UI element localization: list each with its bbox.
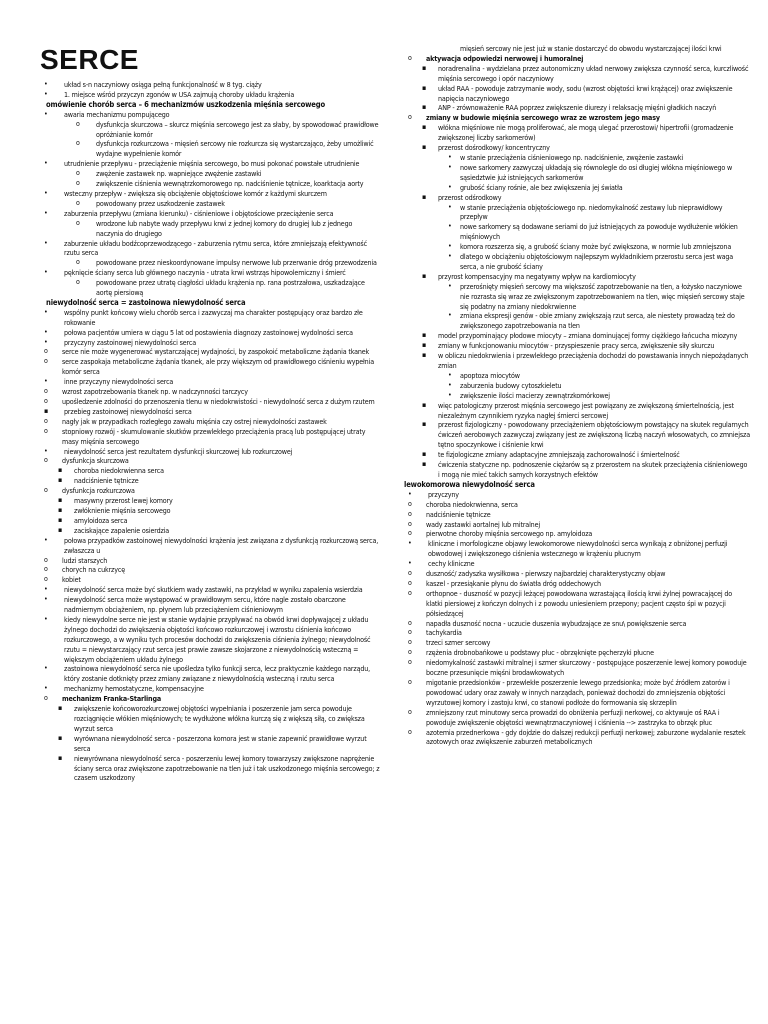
list-item	[404, 569, 750, 579]
bullet-marker: o	[408, 678, 412, 686]
bullet-marker: •	[44, 446, 48, 455]
list-item-text: zwiększenie ciśnienia wewnątrzkomorowego np. nadciśnienie tętnicze, koarktacja aorty	[96, 179, 364, 189]
bullet-marker: •	[44, 89, 48, 98]
bullet-marker: •	[44, 337, 48, 346]
list-item	[404, 351, 750, 371]
list-item	[404, 510, 750, 520]
bullet-marker: o	[76, 218, 80, 227]
list-item	[40, 397, 380, 407]
bullet-marker: •	[448, 281, 452, 290]
section-heading	[404, 480, 750, 490]
list-item-text: niewydolność serca może być skutkiem wady zastawki, na przykład w wyniku zapalenia wsierdzia	[64, 585, 363, 595]
list-item	[40, 120, 380, 140]
bullet-marker: •	[448, 311, 452, 320]
bullet-marker: ▪	[422, 341, 427, 350]
bullet-marker: ▪	[58, 476, 63, 485]
list-item-text: zaburzenia przepływu (zmiana kierunku) - ciśnieniowe i objętościowe przeciążenie serca	[64, 208, 334, 218]
list-item-text: chorych na cukrzycę	[62, 565, 126, 575]
list-item-text: niedomykalność zastawki mitralnej i szmer skurczowy - postępujące poszerzenie lewej komory powoduje boczne przesunięcie mięśni brodawkowatych	[426, 658, 747, 678]
list-item	[40, 179, 380, 189]
bullet-marker: o	[44, 416, 48, 425]
list-item-text: nadciśnienie tętnicze	[426, 509, 491, 519]
list-item	[40, 754, 380, 784]
list-item-text: przerost fizjologiczny - powodowany przeciążeniem objętościowym powstający na skutek regularnych ćwiczeń aerobowych zazwyczaj związany jest ze zwiększoną liczbą naczyń włosowatych, co zmniejsza tętno spoczynkowe i ciśnienie krwi	[438, 420, 750, 450]
list-item-text: niewydolność serca = zastoinowa niewydolność serca	[46, 297, 246, 307]
list-item-text: omówienie chorób serca – 6 mechanizmów uszkodzenia mięśnia sercowego	[46, 99, 326, 109]
list-item	[40, 169, 380, 179]
bullet-marker: ▪	[422, 123, 427, 132]
bullet-marker: o	[408, 588, 412, 597]
list-item	[40, 258, 380, 268]
list-item	[40, 506, 380, 516]
bullet-marker: •	[44, 535, 48, 544]
list-item	[40, 387, 380, 397]
list-item	[404, 153, 750, 163]
list-item	[404, 203, 750, 223]
list-item	[404, 708, 750, 728]
bullet-marker: o	[44, 575, 48, 584]
list-item-text: kliniczne i morfologiczne objawy lewokomorowe niewydolności serca wynikają z obniżonej perfuzji obwodowej i zwiększonego ciśnienia wstecznego w krążeniu płucnym	[428, 539, 728, 559]
list-item	[40, 278, 380, 298]
list-item-text: zmiany w funkcjonowaniu miocytów - przyspieszenie pracy serca, zwiększenie siły skurczu	[438, 341, 715, 351]
bullet-marker: o	[76, 119, 80, 128]
list-item-text: aktywacja odpowiedzi nerwowej i humoralnej	[426, 53, 584, 63]
bullet-marker: o	[76, 169, 80, 178]
list-item	[40, 456, 380, 466]
list-item-text: połowa pacjentów umiera w ciągu 5 lat od postawienia diagnozy zastoinowej wydolności serca	[64, 327, 353, 337]
list-item	[404, 282, 750, 312]
bullet-marker: ▪	[422, 351, 427, 360]
bullet-marker: ▪	[422, 192, 427, 201]
list-item	[404, 520, 750, 530]
list-item	[404, 242, 750, 252]
bullet-marker: o	[408, 53, 412, 62]
bullet-marker: o	[408, 658, 412, 667]
list-item-text: upośledzenie zdolności do przenoszenia tlenu w niedokrwistości - niewydolność serca z dużym rzutem	[62, 397, 375, 406]
list-item-text: dlatego w obciążeniu objętościowym najlepszym wykładnikiem przerostu serca jest waga serca, a nie grubość ściany	[460, 252, 734, 271]
list-item-text: przebieg zastoinowej niewydolności serca	[64, 406, 192, 416]
bullet-marker: •	[44, 268, 48, 277]
list-item	[40, 159, 380, 169]
list-item-text: zastoinowa niewydolność serca nie upośledza tylko funkcji serca, lecz praktycznie każdego narządu, który zostanie dotknięty przez zmiany związane z niewydolnością wsteczną i rzutu serca	[64, 664, 371, 684]
list-item-text: inne przyczyny niewydolności serca	[64, 377, 174, 387]
bullet-marker: o	[76, 258, 80, 267]
bullet-marker: •	[448, 222, 452, 231]
list-item-text: mechanizm Franka-Starlinga	[62, 694, 162, 704]
list-item-text: lewokomorowa niewydolność serca	[404, 479, 535, 489]
list-item	[404, 113, 750, 123]
list-item-text: model przypominający płodowe miocyty – zmiana dominującej formy ciężkiego łańcucha miozyny	[438, 331, 738, 341]
list-item	[404, 589, 750, 619]
list-item-text: niewydolność serca jest rezultatem dysfunkcji skurczowej lub rozkurczowej	[64, 446, 293, 456]
list-item-text: 1. miejsce wśród przyczyn zgonów w USA zajmują choroby układu krążenia	[64, 89, 295, 99]
list-item-text: pęknięcie ściany serca lub głównego naczynia - utrata krwi wstrząs hipowolemiczny i śmierć	[64, 268, 346, 278]
list-item	[404, 123, 750, 143]
list-item-text: nowe sarkomery są dodawane seriami do już istniejących za powoduje wydłużenie włókien mięśniowych	[460, 222, 738, 242]
list-item-text: przerost odśrodkowy	[438, 192, 502, 202]
list-item-text: tachykardia	[426, 628, 462, 638]
list-item	[40, 734, 380, 754]
list-item	[40, 268, 380, 278]
list-item	[40, 189, 380, 199]
list-item	[404, 252, 750, 272]
list-item	[40, 199, 380, 209]
list-item	[404, 539, 750, 559]
bullet-marker: ▪	[58, 753, 63, 762]
list-item-text: te fizjologiczne zmiany adaptacyjne zmniejszają zachorowalność i śmiertelność	[438, 450, 680, 460]
list-item	[404, 391, 750, 401]
list-item	[40, 595, 380, 615]
list-item-text: przyczyny	[428, 489, 459, 499]
list-item	[404, 44, 750, 54]
bullet-marker: ▪	[422, 83, 427, 92]
list-item-text: kobiet	[62, 575, 81, 585]
left-notes-list	[40, 80, 380, 783]
bullet-marker: ▪	[58, 525, 63, 534]
list-item	[40, 466, 380, 476]
bullet-marker: •	[44, 614, 48, 623]
bullet-marker: o	[408, 519, 412, 528]
list-item	[404, 490, 750, 500]
list-item-text: włókna mięśniowe nie mogą proliferować, ale mogą ulegać przerostowi/ hipertrofii (gromadzenie zwiększonej liczby sarkomerów)	[438, 123, 734, 143]
bullet-marker: o	[408, 578, 412, 587]
bullet-marker: •	[448, 162, 452, 171]
list-item	[40, 308, 380, 328]
list-item-text: niewydolność serca może występować w prawidłowym sercu, które nagle zostało obarczone nadmiernym obciążeniem, np. płynem lub przeciążeniem ciśnieniowym	[64, 595, 346, 615]
bullet-marker: o	[76, 139, 80, 148]
list-item-text: nadciśnienie tętnicze	[74, 476, 139, 486]
bullet-marker: o	[408, 727, 412, 736]
bullet-marker: ▪	[422, 450, 427, 459]
bullet-marker: o	[44, 397, 48, 405]
bullet-marker: ▪	[58, 733, 63, 742]
list-item-text: stopniowy rozwój - skumulowanie skutków przewlekłego przeciążenia pracą lub postępującej utraty masy mięśnia sercowego	[62, 426, 366, 446]
bullet-marker: o	[408, 529, 412, 538]
list-item-text: zwężenie zastawek np. wapniejące zwężenie zastawki	[96, 169, 262, 179]
list-item-text: niewyrównana niewydolność serca - poszerzeniu lewej komory towarzyszy zwiększone naprężenie ściany serca oraz zwiększone zapotrzebowanie na tlen już i tak uszkodzonego mięśnia sercowego; z czasem uszkodzony	[74, 753, 380, 783]
list-item-text: przyrost kompensacyjny ma negatywny wpływ na kardiomiocyty	[438, 271, 636, 281]
list-item	[40, 575, 380, 585]
bullet-marker: o	[408, 113, 412, 122]
list-item-text: zaburzenia budowy cytoszkieletu	[460, 380, 562, 390]
bullet-marker: •	[44, 208, 48, 217]
list-item-text: serce zaspokaja metaboliczne żądania tkanek, ale przy większym od prawidłowego ciśnieniu wypełnia komór serca	[62, 357, 374, 377]
bullet-marker: •	[44, 684, 48, 693]
list-item	[404, 371, 750, 381]
bullet-marker: •	[44, 238, 48, 247]
list-item	[404, 559, 750, 569]
list-item	[404, 272, 750, 282]
bullet-marker: o	[408, 509, 412, 518]
right-notes-list	[404, 44, 750, 747]
bullet-marker: •	[448, 390, 452, 399]
bullet-marker: o	[44, 387, 48, 396]
list-item-text: ćwiczenia statyczne np. podnoszenie ciężarów są z przerostem na skutek przeciążenia ciśnieniowego i mogą nie mieć takich samych korzystnych efektów	[438, 460, 748, 479]
list-item-text: azotemia przednerkowa - gdy dojdzie do dalszej redukcji perfuzji nerkowej; zaburzone wydalanie resztek azotowych oraz zwiększenie zaburzeń metabolicznych	[426, 727, 746, 747]
bullet-marker: o	[408, 648, 412, 657]
list-item	[40, 664, 380, 684]
list-item-text: kiedy niewydolne serce nie jest w stanie wydajnie przypływać na obwód krwi dopływającej z układu żylnego dochodzi do zwiększenia objętości końcowo rozkurczowej i wzrostu ciśnienia końcowo rozkurczowego, a w wyniku tych procesów dochodzi do zwiększenia ciśnienia żylnego; niewydolność rzutu = niewystarczający rzut serca jest prawie zawsze skojarzone z niewydolnością wsteczną = większym obciążeniem układu żylnego	[64, 614, 371, 664]
bullet-marker: ▪	[58, 704, 63, 713]
bullet-marker: •	[408, 489, 412, 498]
list-item	[404, 311, 750, 331]
list-item	[40, 328, 380, 338]
list-item-text: wrodzone lub nabyte wady przepływu krwi z jednej komory do drugiej lub z jednego naczynia do drugiego	[96, 218, 353, 238]
list-item-text: powodowany przez uszkodzenie zastawek	[96, 198, 225, 208]
list-item-text: awaria mechanizmu pompującego	[64, 109, 170, 119]
list-item-text: ANP - zrównoważenie RAA poprzez zwiększenie diurezy i relaksację mięśni gładkich naczyń	[438, 103, 717, 113]
list-item	[404, 460, 750, 480]
bullet-marker: ▪	[422, 331, 427, 340]
list-item-text: wsteczny przepływ - zwiększa się obciążenie objętościowe komór z każdymi skurczem	[64, 188, 327, 198]
list-item	[404, 500, 750, 510]
bullet-marker: ▪	[58, 505, 63, 514]
bullet-marker: o	[76, 179, 80, 188]
bullet-marker: ▪	[422, 400, 427, 409]
list-item	[404, 183, 750, 193]
list-item-text: dysfunkcja skurczowa – skurcz mięśnia sercowego jest za słaby, by spowodować prawidłowe opróżnianie komór	[96, 119, 379, 139]
list-item-text: grubość ściany rośnie, ale bez zwiększenia jej światła	[460, 182, 623, 192]
list-item	[404, 143, 750, 153]
bullet-marker: ▪	[58, 466, 63, 475]
list-item-text: dysfunkcja rozkurczowa - mięsień sercowy nie rozkurcza się wystarczająco, żeby umożliwić wydajne wypełnienie komór	[96, 139, 374, 159]
bullet-marker: ▪	[422, 103, 427, 112]
bullet-marker: •	[44, 80, 48, 88]
list-item	[40, 486, 380, 496]
list-item-text: cechy kliniczne	[428, 559, 475, 569]
list-item-text: kaszel - przesiąkanie płynu do światła dróg oddechowych	[426, 578, 601, 588]
list-item	[404, 579, 750, 589]
bullet-marker: •	[44, 159, 48, 168]
list-item-text: rzężenia drobnobańkowe u podstawy płuc - obrzęknięte pęcherzyki płucne	[426, 648, 654, 658]
list-item-text: zmniejszony rzut minutowy serca prowadzi do obniżenia perfuzji nerkowej, co aktywuje oś RAA i powoduje zwiększenie objętości wewnątrznaczyniowej i ciśnienia --> zastrzyka to obrzęk płuc	[426, 707, 720, 727]
page-title: SERCE	[40, 44, 139, 75]
list-item-text: zwiększenie ilości macierzy zewnątrzkomórkowej	[460, 390, 610, 400]
list-item	[40, 704, 380, 734]
list-item-text: wzrost zapotrzebowania tkanek np. w nadczynności tarczycy	[62, 387, 248, 397]
bullet-marker: o	[44, 347, 48, 356]
bullet-marker: ▪	[422, 143, 427, 152]
bullet-marker: •	[448, 202, 452, 211]
bullet-marker: o	[408, 618, 412, 627]
list-item-text: powodowane przez nieskoordynowane impulsy nerwowe lub przerwanie dróg przewodzenia	[96, 258, 377, 268]
list-item-text: w obliczu niedokrwienia i przewlekłego przeciążenia dochodzi do powstawania innych niepożądanych zmian	[438, 351, 749, 370]
bullet-marker: ▪	[44, 406, 49, 415]
list-item-text: w stanie przeciążenia objętościowego np. niedomykalność zestawy lub nieprawidłowy przepływ	[460, 202, 723, 222]
list-item	[404, 529, 750, 539]
list-item-text: przerost dośrodkowy/ koncentryczny	[438, 143, 550, 153]
list-item	[40, 239, 380, 259]
list-item-text: orthopnoe - duszność w pozycji leżącej powodowana wzrastającą ilością krwi żylnej powracającej do klatki piersiowej z kończyn dolnych i z powodu uniesieniem przepony; pacjent często śpi w pozycji półsiedzącej	[426, 588, 733, 618]
list-item-text: utrudnienie przepływu - przeciążenie mięśnia sercowego, bo musi pokonać powstałe utrudnienie	[64, 159, 360, 169]
bullet-marker: •	[44, 327, 48, 336]
list-item-text: powodowane przez utratę ciągłości układu krążenia np. rana postrzałowa, uszkadzające aortę piersiową	[96, 278, 365, 298]
bullet-marker: o	[44, 565, 48, 574]
bullet-marker: o	[44, 555, 48, 564]
list-item	[40, 585, 380, 595]
bullet-marker: ▪	[422, 420, 427, 429]
list-item	[40, 526, 380, 536]
list-item	[40, 347, 380, 357]
list-item-text: zmiany w budowie mięśnia sercowego wraz ze wzrostem jego masy	[426, 113, 660, 123]
list-item	[404, 54, 750, 64]
list-item	[40, 407, 380, 417]
bullet-marker: •	[44, 585, 48, 594]
list-item-text: komora rozszerza się, a grubość ściany może być zwiększona, w normie lub zmniejszona	[460, 242, 732, 252]
bullet-marker: ▪	[422, 63, 427, 72]
list-item	[40, 377, 380, 387]
bullet-marker: o	[44, 694, 48, 703]
list-item	[40, 476, 380, 486]
list-item-text: ludzi starszych	[62, 555, 108, 565]
list-item-text: migotanie przedsionków - przewlekłe poszerzenie lewego przedsionka; może być źródłem zatorów i powodować udary oraz zawały w innych narządach, ponieważ dochodzi do zmniejszenia objętości wyrzutowej komory i zastoju krwi, co stanowi podłoże do formowania się skrzeplin	[426, 678, 730, 707]
list-item-text: wady zastawki aortalnej lub mitralnej	[426, 519, 540, 529]
list-item	[40, 447, 380, 457]
list-item	[404, 222, 750, 242]
list-item-text: choroba niedokrwienna, serca	[426, 499, 518, 509]
list-item	[40, 615, 380, 665]
list-item-text: przyczyny zastoinowej niewydolności serca	[64, 337, 196, 347]
bullet-marker: o	[408, 569, 412, 578]
list-item	[404, 450, 750, 460]
list-item	[40, 565, 380, 575]
list-item	[404, 401, 750, 421]
list-item	[404, 381, 750, 391]
list-item	[40, 209, 380, 219]
bullet-marker: ▪	[58, 496, 63, 505]
list-item-text: wyrównana niewydolność serca - poszerzona komora jest w stanie zapewnić prawidłowe wyrzut serca	[74, 733, 367, 753]
list-item	[404, 619, 750, 629]
list-item-text: napadła duszność nocna - uczucie duszenia wybudzające ze snu\ powiększenie serca	[426, 618, 687, 628]
list-item	[40, 556, 380, 566]
list-item	[404, 678, 750, 708]
bullet-marker: o	[44, 357, 48, 366]
list-item	[404, 728, 750, 748]
bullet-marker: o	[44, 486, 48, 495]
list-item	[40, 684, 380, 694]
list-item-text: mięsień sercowy nie jest już w stanie dostarczyć do obwodu wystarczającej ilości krwi	[460, 44, 722, 53]
bullet-marker: o	[408, 499, 412, 508]
list-item-text: trzeci szmer sercowy	[426, 638, 491, 648]
list-item-text: układ RAA - powoduje zatrzymanie wody, sodu (wzrost objętości krwi krążącej) oraz zwiększenie napięcia naczyniowego	[438, 83, 733, 103]
bullet-marker: •	[44, 377, 48, 386]
list-item	[40, 516, 380, 526]
list-item	[404, 64, 750, 84]
list-item-text: układ s-n naczyniowy osiąga pełną funkcjonalność w 8 tyg. ciąży	[64, 80, 262, 89]
section-heading	[40, 298, 380, 308]
list-item	[404, 331, 750, 341]
list-item	[404, 628, 750, 638]
bullet-marker: •	[448, 252, 452, 261]
list-item	[40, 338, 380, 348]
list-item	[40, 417, 380, 427]
list-item-text: pierwotne choroby mięśnia sercowego np. amyloidoza	[426, 529, 593, 539]
bullet-marker: •	[44, 595, 48, 604]
list-item	[404, 648, 750, 658]
bullet-marker: ▪	[422, 271, 427, 280]
bullet-marker: •	[448, 242, 452, 251]
list-item	[404, 341, 750, 351]
list-item-text: amyloidoza serca	[74, 515, 128, 525]
list-item-text: w stanie przeciążenia ciśnieniowego np. nadciśnienie, zwężenie zastawki	[460, 152, 684, 162]
list-item-text: nagły jak w przypadkach rozległego zawału mięśnia czy ostrej niewydolności zastawek	[62, 416, 327, 426]
list-item-text: zaciskające zapalenie osierdzia	[74, 525, 170, 535]
list-item	[40, 110, 380, 120]
bullet-marker: o	[76, 198, 80, 207]
bullet-marker: •	[408, 539, 412, 548]
list-item-text: połowa przypadków zastoinowej niewydolności krążenia jest związana z dysfunkcją rozkurczową serca, zwłaszcza u	[64, 535, 379, 555]
section-heading	[40, 100, 380, 110]
bullet-marker: •	[448, 380, 452, 389]
list-item	[404, 193, 750, 203]
list-item	[40, 496, 380, 506]
list-item-text: nowe sarkomery zazwyczaj układają się równolegle do osi długiej włókna mięśniowego w sąsiedztwie już istniejących sarkomerów	[460, 162, 733, 182]
list-item-text: noradrenalina - wydzielana przez autonomiczny układ nerwowy zwiększa czynność serca, kurczliwość mięśnia sercowego i opór naczyniowy	[438, 63, 749, 83]
list-item-text: przerośnięty mięsień sercowy ma większość zapotrzebowanie na tlen, a łożysko naczyniowe nie rozrasta się wraz ze zwiększonym zapotrzebowaniem na tlen, więc mięsień sercowy staje się podatny na zmiany niedokrwienne	[460, 281, 745, 311]
bullet-marker: •	[44, 307, 48, 316]
list-item-text: zwiększenie końcoworozkurczowej objętości wypełniania i poszerzenie jam serca powoduje rozciągnięcie włókien mięśniowych; te wydłużone włókna kurczą się z większą siłą, co zwiększa wyrzut serca	[74, 704, 365, 733]
bullet-marker: ▪	[58, 515, 63, 524]
list-item	[40, 80, 380, 90]
list-item	[40, 219, 380, 239]
list-item-text: zaburzenie układu bodźcoprzewodzącego - zaburzenia rytmu serca, które zmniejszają efektywność rzutu serca	[64, 238, 367, 258]
list-item-text: zmiana ekspresji genów - obie zmiany zwiększają rzut serca, ale niestety prowadzą też do zwiększonego zapotrzebowania na tlen	[460, 311, 735, 331]
list-item-text: zwłóknienie mięśnia sercowego	[74, 505, 171, 515]
bullet-marker: •	[44, 188, 48, 197]
bullet-marker: o	[408, 638, 412, 647]
list-item-text: wspólny punkt końcowy wielu chorób serca i zazwyczaj ma charakter postępujący oraz bardzo złe rokowanie	[64, 307, 363, 327]
bullet-marker: o	[76, 278, 80, 287]
list-item-text: serce nie może wygenerować wystarczającej wydajności, by zaspokoić metaboliczne żądania tkanek	[62, 347, 370, 357]
list-item-text: apoptoza miocytów	[460, 370, 520, 380]
list-item	[404, 103, 750, 113]
list-item	[40, 357, 380, 377]
list-item	[404, 638, 750, 648]
list-item-text: choroba niedokrwienna serca	[74, 466, 164, 476]
list-item	[404, 84, 750, 104]
bullet-marker: o	[44, 426, 48, 435]
bullet-marker: •	[408, 559, 412, 568]
list-item-text: mechanizmy hemostatyczne, kompensacyjne	[64, 684, 204, 694]
list-item	[404, 163, 750, 183]
bullet-marker: •	[448, 182, 452, 191]
bullet-marker: •	[448, 152, 452, 161]
list-item-text: masywny przerost lewej komory	[74, 496, 173, 506]
list-item	[40, 90, 380, 100]
bullet-marker: ▪	[422, 460, 427, 469]
list-item	[40, 536, 380, 556]
list-item-text: dysfunkcja skurczowa	[62, 456, 129, 466]
bullet-marker: o	[408, 707, 412, 716]
list-item-text: dysfunkcja rozkurczowa	[62, 486, 135, 496]
list-item-text: więc patologiczny przerost mięśnia sercowego jest powiązany ze zwiększoną śmiertelnością, jest niezależnym czynnikiem ryzyka nagłej śmierci sercowej	[438, 400, 734, 420]
list-item	[40, 139, 380, 159]
list-item	[404, 420, 750, 450]
list-item	[40, 694, 380, 704]
bullet-marker: •	[44, 664, 48, 673]
list-item	[40, 427, 380, 447]
bullet-marker: o	[44, 456, 48, 465]
bullet-marker: •	[44, 109, 48, 118]
bullet-marker: o	[408, 628, 412, 637]
list-item	[404, 658, 750, 678]
list-item-text: duszność/ zadyszka wysiłkowa - pierwszy najbardziej charakterystyczny objaw	[426, 569, 666, 579]
bullet-marker: •	[448, 370, 452, 379]
